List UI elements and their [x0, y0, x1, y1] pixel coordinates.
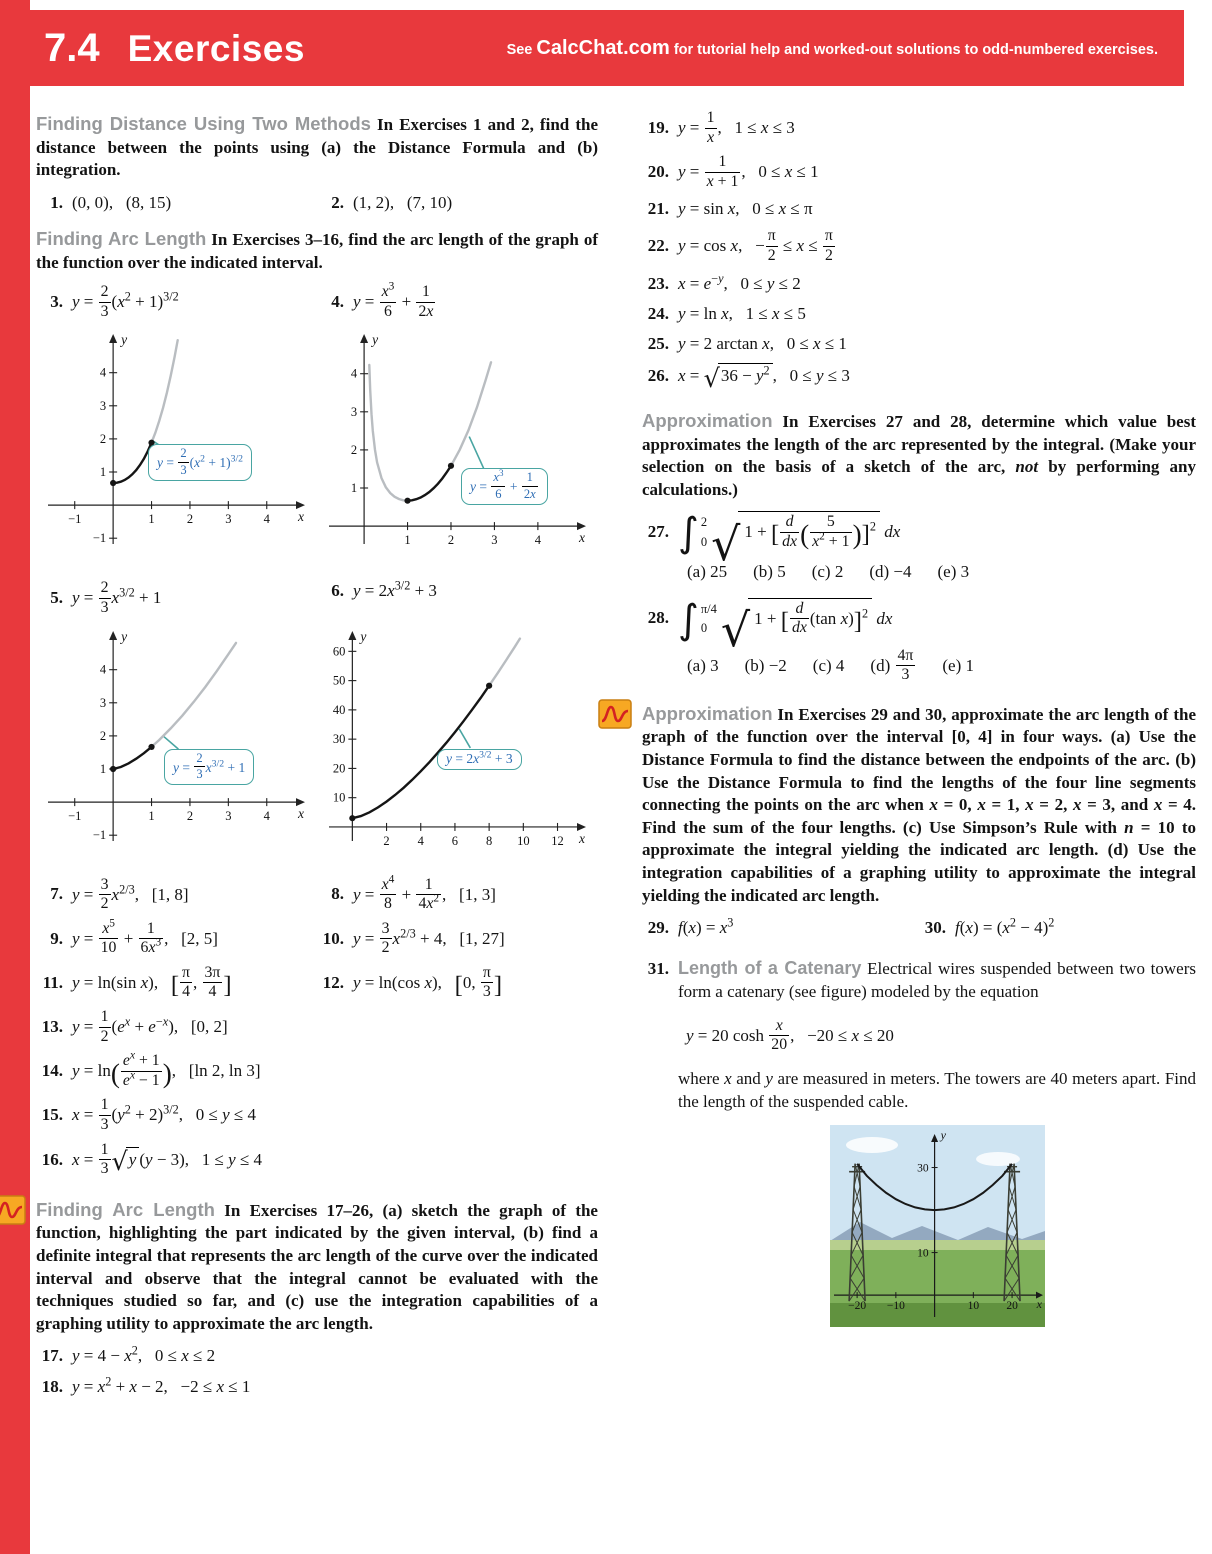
svg-text:−1: −1 [68, 512, 82, 527]
page-edge-tab [0, 0, 30, 1554]
svg-text:−20: −20 [847, 1300, 866, 1313]
exercise-body: y = $\frac{1}{2}$ $(e^x + e^{-x})$, [0, 2] [72, 1008, 228, 1045]
exercise-body: ∫ π/4 0 √ 1 + [ $\frac{d}{dx}$ (tan x)]$^2$ dx [678, 596, 893, 658]
graph-exercise-4 [325, 328, 590, 570]
svg-text:1: 1 [99, 761, 107, 776]
exercise-number: 8. [331, 884, 344, 904]
exercise-body: $f(x) = (x^2 - 4)^2$ [955, 915, 1055, 938]
graph-5-plot [44, 625, 309, 865]
exercise-row [642, 303, 1196, 325]
section-directions: In Exercises 29 and 30, approximate the arc length of the graph of the function over the interval [0, 4] in four ways. (a) Use the Distance Formula to find the distance between the endpoints of the arc. (b) Use the Distance Formula to find the lengths of the four line segments connecting the points on the arc when x = 0, x = 1, x = 2, x = 3, and x = 4. Find the sum of the four lengths. (c) Use Simpson’s Rule with n = 10 to approximate the integral yielding the indicated arc length. (d) Use the integration capabilities of a graphing utility to approximate the integral yielding the indicated arc length. [642, 704, 1197, 905]
directions-finding-distance [36, 112, 598, 182]
exercise-number: 29. [647, 918, 669, 938]
exercise-body: $y = 2x^{3/2} + 3$ [353, 578, 437, 601]
exercise-body: y = $\frac{x^5}{10}$ + $\frac{1}{6x^3}$ , [2, 5] [72, 917, 218, 957]
svg-text:y: y [360, 628, 367, 644]
exercise-number: 1. [50, 192, 63, 212]
exercise-row [36, 580, 598, 616]
graphs-3-4 [36, 328, 598, 570]
graph-6-plot [325, 625, 590, 865]
exercise-body: y = cos x, − $\frac{\pi}{2}$ ≤ x ≤ $\frac{\pi}{2}$ [678, 227, 833, 265]
graph-3-callout: y = $\frac{2}{3}$ $(x^2 + 1)^{3/2}$ [148, 444, 252, 480]
exercise-number: 23. [647, 273, 669, 293]
svg-text:10: 10 [332, 790, 346, 805]
svg-text:2: 2 [99, 728, 107, 743]
svg-text:x: x [1036, 1297, 1042, 1312]
exercise-20 [642, 154, 1196, 190]
svg-text:4: 4 [417, 833, 424, 848]
directions-approximation-27-28 [642, 409, 1196, 501]
section-directions: In Exercises 1 and 2, find the distance between the points using (a) the Distance Formula and (b) integration. [36, 115, 598, 180]
section-directions: In Exercises 27 and 28, determine which value best approximates the length of the arc represented by the integral. (Make your selection on the basis of a sketch of the arc, not by performing any calculations.) [642, 412, 1196, 499]
exercise-body: y = $\frac{3}{2}$ $x^{2/3} + 4$, [1, 27] [353, 919, 505, 957]
graph-5-callout: y = $\frac{2}{3}$ $x^{3/2} + 1$ [164, 749, 254, 785]
svg-text:x: x [298, 805, 304, 821]
exercise-number: 19. [647, 117, 669, 137]
exercise-number: 7. [50, 884, 63, 904]
exercise-body: $f(x) = x^3$ [678, 915, 734, 938]
calcchat-note-see: See [506, 41, 533, 58]
section-directions: In Exercises 17–26, (a) sketch the graph of the function, highlighting the part indicated by the given interval, (b) find a definite integral that represents the arc length of the curve over the indicated interval and observe that the integral cannot be evaluated with the techniques studied so far, and (c) use the integration capabilities of a graphing utility to approximate the arc length. [36, 1200, 598, 1333]
exercise-row [36, 1050, 598, 1089]
svg-text:y: y [372, 332, 379, 348]
svg-text:1: 1 [148, 808, 155, 823]
exercise-12 [317, 965, 598, 1001]
exercise-21 [642, 198, 1196, 220]
left-column [36, 106, 598, 1406]
svg-text:1: 1 [404, 533, 411, 548]
exercise-6 [317, 580, 598, 616]
graph-6-callout: $y = 2x^{3/2} + 3$ [437, 749, 522, 771]
svg-text:−10: −10 [886, 1300, 905, 1313]
exercise-row [36, 1142, 598, 1178]
exercise-23 [642, 273, 1196, 295]
exercise-row [36, 873, 598, 913]
exercise-row [642, 228, 1196, 264]
calcchat-note-rest: for tutorial help and worked-out solutions to odd-numbered exercises. [673, 41, 1158, 58]
section-directions: In Exercises 3–16, find the arc length of the graph of the function over the indicated interval. [36, 229, 598, 272]
exercise-body: y = ln(cos x), [0, $\frac{\pi}{3}$ ] [353, 963, 503, 1001]
exercise-row [642, 917, 1196, 939]
svg-text:8: 8 [486, 833, 493, 848]
exercise-31-text: Electrical wires suspended between two towers form a catenary (see figure) modeled by the equation [678, 959, 1196, 1002]
graph-exercise-3 [44, 328, 309, 570]
exercise-number: 9. [50, 928, 63, 948]
exercise-number: 11. [42, 972, 63, 992]
section-title: Exercises [127, 27, 305, 69]
exercise-27-choices: (a) 25 (b) 5 (c) 2 (d) −4 (e) 3 [687, 562, 970, 582]
exercise-body: y = $\frac{x^3}{6}$ + $\frac{1}{2x}$ [353, 280, 434, 320]
svg-text:4: 4 [263, 512, 270, 527]
calcchat-note [507, 37, 1158, 60]
exercise-number: 13. [41, 1016, 63, 1036]
section-heading: Approximation [642, 702, 773, 724]
exercise-body: x = $\frac{1}{3}$ $(y^2 + 2)^{3/2}$, 0 ≤ y ≤ 4 [72, 1096, 257, 1134]
exercise-4 [317, 280, 598, 320]
section-heading: Finding Arc Length [36, 1198, 215, 1220]
svg-text:−1: −1 [92, 827, 107, 842]
exercise-17 [36, 1345, 598, 1367]
calcchat-brand: CalcChat.com [536, 36, 670, 59]
exercise-row [642, 154, 1196, 190]
svg-text:4: 4 [350, 367, 358, 382]
exercise-row [36, 1009, 598, 1045]
section-number: 7.4 [44, 25, 100, 70]
exercise-number: 27. [647, 522, 669, 542]
exercise-14 [36, 1050, 598, 1089]
svg-text:20: 20 [1005, 1300, 1018, 1313]
graph-exercise-6 [325, 625, 590, 867]
svg-text:1: 1 [99, 465, 107, 480]
svg-text:30: 30 [916, 1162, 929, 1175]
exercise-body: y = ln( $\frac{e^x + 1}{e^x - 1}$ ), [ln 2, ln 3] [72, 1050, 261, 1089]
exercise-11 [36, 965, 317, 1001]
svg-text:2: 2 [186, 808, 194, 823]
svg-text:4: 4 [534, 533, 541, 548]
exercise-body: x = $\frac{1}{3}$ √y (y − 3), 1 ≤ y ≤ 4 [72, 1140, 263, 1178]
exercise-31-body [678, 957, 1196, 1333]
exercise-row [36, 1097, 598, 1133]
svg-text:6: 6 [451, 833, 459, 848]
exercise-body: y = $\frac{1}{x + 1}$ , 0 ≤ x ≤ 1 [678, 153, 819, 190]
exercise-number: 6. [331, 581, 344, 601]
exercise-10 [317, 921, 598, 957]
exercise-31 [642, 957, 1196, 1333]
catenary-figure-plot [830, 1125, 1045, 1327]
catenary-figure [830, 1125, 1045, 1333]
svg-text:3: 3 [491, 533, 498, 548]
exercise-26 [642, 363, 1196, 394]
svg-text:10: 10 [916, 1247, 929, 1260]
exercise-number: 26. [647, 365, 669, 385]
svg-text:3: 3 [225, 512, 232, 527]
section-heading: Approximation [642, 410, 773, 432]
exercise-15 [36, 1097, 598, 1133]
svg-text:−1: −1 [92, 531, 107, 546]
exercise-19 [642, 110, 1196, 146]
exercise-number: 4. [331, 292, 344, 312]
svg-text:4: 4 [99, 366, 107, 381]
exercise-body: y = $\frac{2}{3}$ $(x^2 + 1)^{3/2}$ [72, 283, 179, 320]
svg-text:4: 4 [263, 808, 270, 823]
svg-text:4: 4 [99, 662, 107, 677]
svg-text:10: 10 [517, 833, 530, 848]
svg-text:1: 1 [148, 512, 155, 527]
directions-approximation-29-30 [642, 702, 1196, 907]
svg-text:60: 60 [332, 643, 346, 658]
exercise-body: $x = √36 - y^2$ , 0 ≤ y ≤ 3 [678, 363, 850, 394]
right-column [642, 106, 1196, 1406]
exercise-number: 25. [647, 333, 669, 353]
exercise-row [642, 273, 1196, 295]
graphing-utility-icon [0, 1195, 26, 1225]
svg-text:x: x [579, 530, 585, 546]
svg-text:3: 3 [350, 405, 358, 420]
svg-text:y: y [121, 332, 128, 348]
exercise-row [36, 965, 598, 1001]
exercise-31-text-2: where x and y are measured in meters. The towers are 40 meters apart. Find the length of the suspended cable. [678, 1069, 1197, 1111]
exercise-row [642, 363, 1196, 394]
exercise-13 [36, 1009, 598, 1045]
svg-text:12: 12 [551, 833, 564, 848]
exercise-18 [36, 1373, 598, 1398]
graph-4-plot [325, 328, 590, 568]
exercise-body: y = 2 arctan x, 0 ≤ x ≤ 1 [678, 333, 847, 353]
exercise-number: 14. [41, 1061, 63, 1081]
exercise-number: 18. [41, 1376, 63, 1396]
exercise-number: 22. [647, 236, 669, 256]
exercise-number: 2. [331, 192, 344, 212]
exercise-9 [36, 917, 317, 957]
exercise-row [36, 280, 598, 320]
section-title-group [44, 26, 305, 71]
exercise-28 [642, 596, 1196, 658]
exercise-number: 17. [41, 1346, 63, 1366]
exercise-number: 30. [924, 918, 946, 938]
svg-text:x: x [298, 509, 304, 525]
exercise-body: y = $\frac{2}{3}$ $x^{3/2} + 1$ [72, 579, 162, 616]
catenary-equation: y = 20 cosh $\frac{x}{20}$ , −20 ≤ x ≤ 20 [686, 1016, 894, 1054]
exercise-body: y = ln x, 1 ≤ x ≤ 5 [678, 303, 806, 323]
exercise-number: 31. [647, 959, 669, 979]
exercise-28-choices: (a) 3 (b) −2 (c) 4 (d) $\frac{4\pi}{3}$ (e) 1 [687, 646, 974, 684]
exercise-number: 20. [647, 162, 669, 182]
exercise-row [642, 596, 1196, 658]
exercise-30 [919, 917, 1196, 939]
svg-text:3: 3 [225, 808, 232, 823]
exercise-body: ∫ 2 0 √ 1 + [ $\frac{d}{dx}$ ( $\frac{5}{x^2 + 1}$ )]$^2$ dx [678, 510, 901, 572]
svg-text:20: 20 [332, 760, 346, 775]
exercise-row [642, 110, 1196, 146]
exercise-25 [642, 333, 1196, 355]
exercise-row [36, 1345, 598, 1367]
graphing-utility-icon [598, 699, 632, 729]
directions-arc-length-17-26 [36, 1198, 598, 1336]
directions-arc-length-3-16 [36, 227, 598, 274]
exercise-number: 16. [41, 1149, 63, 1169]
svg-text:3: 3 [99, 695, 107, 710]
svg-text:50: 50 [332, 673, 346, 688]
svg-text:y: y [121, 628, 128, 644]
exercise-number: 5. [50, 588, 63, 608]
svg-text:3: 3 [99, 399, 107, 414]
exercise-number: 28. [647, 608, 669, 628]
exercise-2 [317, 192, 598, 214]
svg-text:2: 2 [447, 533, 455, 548]
svg-text:40: 40 [332, 702, 346, 717]
svg-text:x: x [579, 830, 585, 846]
exercise-row [36, 192, 598, 214]
two-column-layout [36, 106, 1196, 1406]
exercise-body: (0, 0), (8, 15) [72, 192, 172, 212]
exercise-row [36, 917, 598, 957]
exercise-5 [36, 580, 317, 616]
exercise-1 [36, 192, 317, 214]
svg-text:2: 2 [383, 833, 390, 848]
svg-text:y: y [940, 1128, 946, 1143]
exercise-body: $x = e^{-y}$, 0 ≤ y ≤ 2 [678, 271, 801, 293]
exercise-number: 21. [647, 199, 669, 219]
svg-text:2: 2 [350, 443, 358, 458]
svg-text:−1: −1 [68, 808, 82, 823]
exercise-24 [642, 303, 1196, 325]
svg-text:10: 10 [967, 1300, 979, 1313]
exercise-body: y = $\frac{3}{2}$ $x^{2/3}$, [1, 8] [72, 875, 189, 913]
exercise-number: 12. [322, 972, 344, 992]
exercise-number: 24. [647, 303, 669, 323]
exercise-16 [36, 1142, 598, 1178]
exercise-row [36, 1373, 598, 1398]
exercise-body: y = ln(sin x), [ $\frac{\pi}{4}$ , $\frac{3\pi}{4}$ ] [72, 963, 232, 1001]
exercise-3 [36, 284, 317, 320]
exercise-body: y = $\frac{x^4}{8}$ + $\frac{1}{4x^2}$ , [1, 3] [353, 873, 496, 913]
exercise-number: 3. [50, 292, 63, 312]
svg-text:2: 2 [186, 512, 194, 527]
exercise-body: $y = 4 - x^2$, 0 ≤ x ≤ 2 [72, 1343, 216, 1366]
graph-exercise-5 [44, 625, 309, 867]
exercise-7 [36, 877, 317, 913]
exercise-row [642, 198, 1196, 220]
svg-text:2: 2 [99, 432, 107, 447]
exercise-22 [642, 228, 1196, 264]
exercise-29 [642, 917, 919, 939]
exercise-8 [317, 873, 598, 913]
svg-text:30: 30 [332, 731, 346, 746]
svg-text:1: 1 [350, 481, 358, 496]
exercise-body: $y = x^2 + x - 2$, −2 ≤ x ≤ 1 [72, 1373, 251, 1396]
exercise-row [642, 333, 1196, 355]
exercise-body: y = sin x, 0 ≤ x ≤ π [678, 199, 813, 219]
exercise-31-title: Length of a Catenary [678, 958, 862, 979]
exercise-body: (1, 2), (7, 10) [353, 192, 453, 212]
exercise-body: y = $\frac{1}{x}$ , 1 ≤ x ≤ 3 [678, 109, 795, 146]
graphs-5-6 [36, 625, 598, 867]
section-header-bar [0, 10, 1184, 86]
section-heading: Finding Arc Length [36, 227, 207, 249]
section-heading: Finding Distance Using Two Methods [36, 113, 371, 134]
graph-4-callout: y = $\frac{x^3}{6}$ + $\frac{1}{2x}$ [461, 468, 548, 504]
exercise-number: 15. [41, 1105, 63, 1125]
exercise-number: 10. [322, 928, 344, 948]
